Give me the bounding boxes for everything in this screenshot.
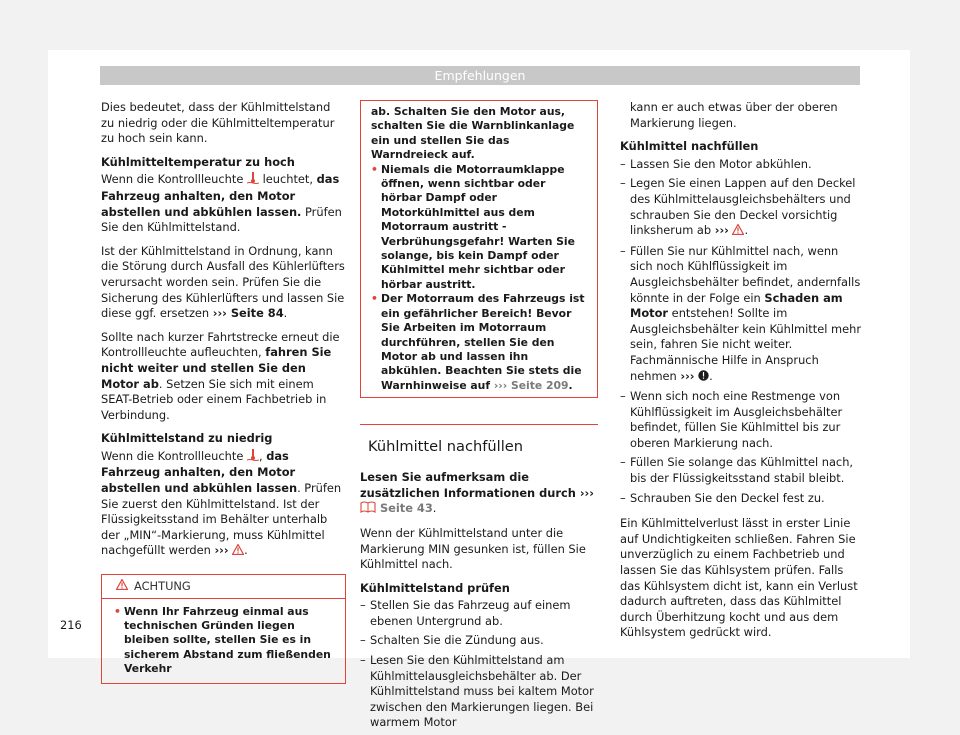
page-number: 216	[60, 618, 82, 632]
note-reference-link[interactable]: ›››	[680, 368, 695, 383]
book-icon	[360, 501, 376, 518]
list-item	[620, 176, 862, 239]
list-item	[620, 455, 862, 486]
dash: –	[620, 389, 626, 404]
section-title: Kühlmittel nachfüllen	[360, 424, 598, 456]
warning-item	[371, 292, 587, 393]
paragraph	[101, 449, 346, 560]
text: Schalten Sie die Zündung aus.	[370, 633, 544, 648]
subheading: Kühlmittel nachfüllen	[620, 139, 759, 154]
text: entstehen! Sollte im Ausgleichsbehälter kein Kühlmittel mehr sein, fahren Sie nicht weiter. Fachmännische Hilfe in Anspruch nehmen	[630, 306, 862, 383]
coolant-temperature-icon	[247, 449, 259, 466]
paragraph-continued: kann er auch etwas über der oberen Markierung liegen.	[630, 100, 838, 130]
list-item	[620, 491, 862, 507]
text: ab. Schalten Sie den Motor aus, schalten Sie die Warnblinkanlage ein und stellen Sie das Warndreieck auf.	[371, 105, 575, 162]
dash: –	[360, 633, 366, 648]
text: .	[283, 306, 288, 321]
dash: –	[620, 455, 626, 470]
text: Lassen Sie den Motor abkühlen.	[630, 156, 812, 171]
section-header: Empfehlungen	[100, 66, 860, 85]
text: Der Motorraum des Fahrzeugs ist ein gefährlicher Bereich! Bevor Sie Arbeiten im Motorraum durchführen, stellen Sie den Motor ab und lassen ihn abkühlen. Beachten Sie stets die Warnhinweise auf	[381, 292, 585, 392]
text: Wenn sich noch eine Restmenge von Kühlflüssigkeit im Ausgleichsbehälter befindet, füllen Sie Kühlmittel bis zur oberen Markierung nach.	[630, 389, 843, 450]
paragraph: Dies bedeutet, dass der Kühlmittelstand zu niedrig oder die Kühlmitteltemperatur zu hoch sein kann.	[101, 100, 335, 146]
paragraph	[101, 172, 346, 235]
text: Legen Sie einen Lappen auf den Deckel des Kühlmittelausgleichsbehälters und schrauben Sie den Deckel vorsichtig linksherum ab	[630, 176, 856, 238]
bold-text: Lesen Sie aufmerksam die zusätzlichen Informationen durch	[360, 470, 580, 500]
list-item	[360, 598, 598, 629]
paragraph: Ein Kühlmittelverlust lässt in erster Linie auf Undichtigkeiten schließen. Fahren Sie unverzüglich zu einem Fachbetrieb und lassen Sie das Kühlsystem prüfen. Falls das Kühlsystem dicht ist, kann ein Verlust dadurch auftreten, dass das Kühlmittel durch Überhitzung kocht und aus dem Kühlsystem gedrückt wird.	[620, 516, 858, 640]
list-item	[620, 157, 862, 173]
dash: –	[620, 176, 626, 191]
coolant-temperature-icon	[247, 172, 259, 189]
bold-text: Schaden am Motor	[630, 290, 843, 321]
info-circle-icon	[698, 370, 709, 386]
warning-box-continued	[360, 100, 598, 398]
text: Wenn die Kontrollleuchte	[101, 448, 247, 463]
text: ,	[258, 448, 267, 463]
text: Schrauben Sie den Deckel fest zu.	[630, 490, 825, 505]
text: Ist der Kühlmittelstand in Ordnung, kann die Störung durch Ausfall des Kühlerlüfters verursacht worden sein. Prüfen Sie die Sicherung des Kühlerlüfters und lassen Sie diese ggf. ersetzen	[101, 243, 345, 321]
dash: –	[620, 243, 626, 258]
bold-text: fahren Sie nicht weiter und stellen Sie den Motor ab	[101, 345, 332, 391]
bullet-icon: •	[371, 162, 378, 176]
list-item	[360, 633, 598, 649]
warning-reference-link[interactable]: ›››	[714, 223, 729, 238]
dash: –	[620, 156, 626, 171]
text: .	[432, 501, 437, 516]
bullet-icon: •	[114, 604, 121, 618]
subheading: Kühlmitteltemperatur zu hoch	[101, 154, 295, 169]
warning-header	[102, 575, 345, 599]
bold-text: das Fahrzeug anhalten, den Motor abstellen und abkühlen lassen.	[101, 172, 340, 219]
subheading: Kühlmittelstand prüfen	[360, 580, 510, 595]
column-3	[620, 100, 862, 649]
list-item	[620, 389, 862, 451]
text: Stellen Sie das Fahrzeug auf einem ebenen Untergrund ab.	[370, 598, 571, 628]
text: .	[244, 543, 248, 558]
dash: –	[360, 653, 366, 668]
paragraph: Wenn der Kühlmittelstand unter die Markierung MIN gesunken ist, füllen Sie Kühlmittel nach.	[360, 525, 586, 572]
warning-triangle-icon	[116, 579, 128, 595]
page-reference-link[interactable]: ››› Seite 209	[493, 378, 569, 392]
text: .	[709, 368, 713, 383]
text: Niemals die Motorraumklappe öffnen, wenn sichtbar oder hörbar Dampf oder Motorkühlmittel aus dem Motorraum austritt - Verbrühungsgefahr! Warten Sie solange, bis kein Dampf oder Kühlmittel mehr sichtbar oder hörbar austritt.	[381, 162, 575, 291]
column-1	[101, 100, 346, 684]
bullet-icon: •	[371, 292, 378, 306]
list-item	[360, 653, 598, 731]
text: Wenn die Kontrollleuchte	[101, 172, 247, 187]
bold-text: das Fahrzeug anhalten, den Motor abstellen und abkühlen lassen	[101, 448, 298, 496]
warning-triangle-icon	[732, 224, 744, 240]
text: Füllen Sie solange das Kühlmittel nach, bis der Flüssigkeitsstand stabil bleibt.	[630, 455, 854, 486]
text: Füllen Sie nur Kühlmittel nach, wenn sich noch Kühlflüssigkeit im Ausgleichsbehälter befindet, andernfalls könnte in der Folge ein	[630, 243, 861, 305]
warning-box	[101, 574, 346, 684]
text: Sollte nach kurzer Fahrtstrecke erneut die Kontrollleuchte aufleuchten,	[101, 329, 340, 360]
warning-item	[114, 605, 333, 677]
text: Prüfen Sie den Kühlmittelstand.	[101, 204, 342, 235]
warning-triangle-icon	[232, 544, 244, 560]
column-2	[360, 100, 598, 735]
subheading: Kühlmittelstand zu niedrig	[101, 431, 273, 446]
text: Wenn Ihr Fahrzeug einmal aus technischen Gründen liegen bleiben sollte, stellen Sie es in sicherem Abstand zum fließenden Verkehr	[124, 604, 331, 676]
page-reference-link[interactable]: Seite 43	[376, 501, 433, 516]
warning-item	[371, 163, 587, 293]
text: leuchtet,	[258, 172, 317, 187]
text: . Prüfen Sie zuerst den Kühlmittelstand. Ist der Flüssigkeitsstand im Behälter unterhalb der „MIN“-Markierung, muss Kühlmittel nachgefüllt werden	[101, 481, 342, 558]
page-reference-link[interactable]: ››› Seite 84	[212, 306, 284, 321]
intro-paragraph	[360, 470, 598, 518]
text: .	[744, 223, 749, 238]
warning-title: ACHTUNG	[134, 579, 191, 594]
list-item	[620, 244, 862, 385]
reference-arrows: ›››	[579, 485, 594, 500]
dash: –	[360, 598, 366, 613]
text: .	[568, 378, 573, 392]
text: Lesen Sie den Kühlmittelstand am Kühlmittelausgleichsbehälter ab. Der Kühlmittelstand muss bei kaltem Motor zwischen den Markierungen liegen. Bei warmem Motor	[370, 653, 594, 730]
warning-reference-link[interactable]: ›››	[214, 543, 229, 558]
text: . Setzen Sie sich mit einem SEAT-Betrieb oder einem Fachbetrieb in Verbindung.	[101, 376, 327, 422]
dash: –	[620, 490, 626, 505]
warning-body	[102, 599, 345, 683]
paragraph	[101, 244, 346, 322]
paragraph	[101, 330, 346, 424]
